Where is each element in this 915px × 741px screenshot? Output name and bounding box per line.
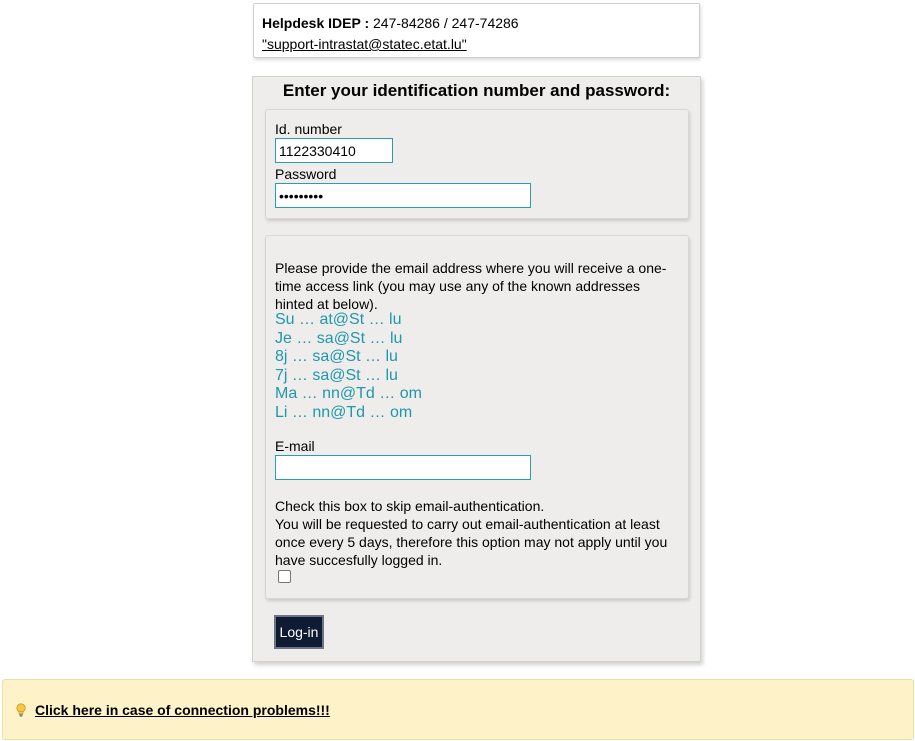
email-hint: 7j … sa@St … lu	[275, 366, 398, 384]
connection-problems-link[interactable]: Click here in case of connection problems!!!	[35, 702, 330, 718]
connection-problems-banner	[2, 679, 914, 740]
email-hint: Ma … nn@Td … om	[275, 385, 422, 403]
helpdesk-email-link[interactable]: "support-intrastat@statec.etat.lu"	[262, 36, 467, 52]
helpdesk-box	[253, 3, 700, 58]
email-intro-text: Please provide the email address where you will receive a one-time access link (you may use any of the known addresses hinted at below).	[275, 260, 667, 312]
skip-auth-text	[275, 497, 680, 569]
email-hint-list	[275, 311, 422, 423]
login-button[interactable]: Log-in	[274, 615, 324, 649]
helpdesk-phones: 247-84286 / 247-74286	[369, 15, 519, 31]
login-title: Enter your identification number and password:	[282, 81, 671, 100]
login-panel	[252, 76, 701, 662]
email-hint: Li … nn@Td … om	[275, 403, 413, 421]
email-hint: Je … sa@St … lu	[275, 329, 403, 347]
email-input[interactable]	[275, 455, 531, 480]
skip-auth-line1: Check this box to skip email-authentication.	[275, 498, 545, 514]
email-label: E-mail	[275, 438, 315, 454]
skip-auth-checkbox[interactable]	[278, 570, 291, 583]
lightbulb-icon	[15, 703, 27, 717]
skip-auth-line2: You will be requested to carry out email-authentication at least once every 5 days, therefore this option may not apply until you have succesfully logged in.	[275, 516, 668, 568]
email-auth-fieldset	[265, 235, 689, 599]
password-label: Password	[275, 166, 337, 182]
id-number-input[interactable]	[275, 138, 393, 163]
credentials-fieldset	[265, 109, 689, 219]
helpdesk-line	[262, 13, 691, 34]
email-hint: 8j … sa@St … lu	[275, 348, 398, 366]
id-number-label: Id. number	[275, 121, 342, 137]
email-hint: Su … at@St … lu	[275, 311, 402, 328]
password-input[interactable]	[275, 183, 531, 208]
helpdesk-label: Helpdesk IDEP :	[262, 15, 370, 31]
